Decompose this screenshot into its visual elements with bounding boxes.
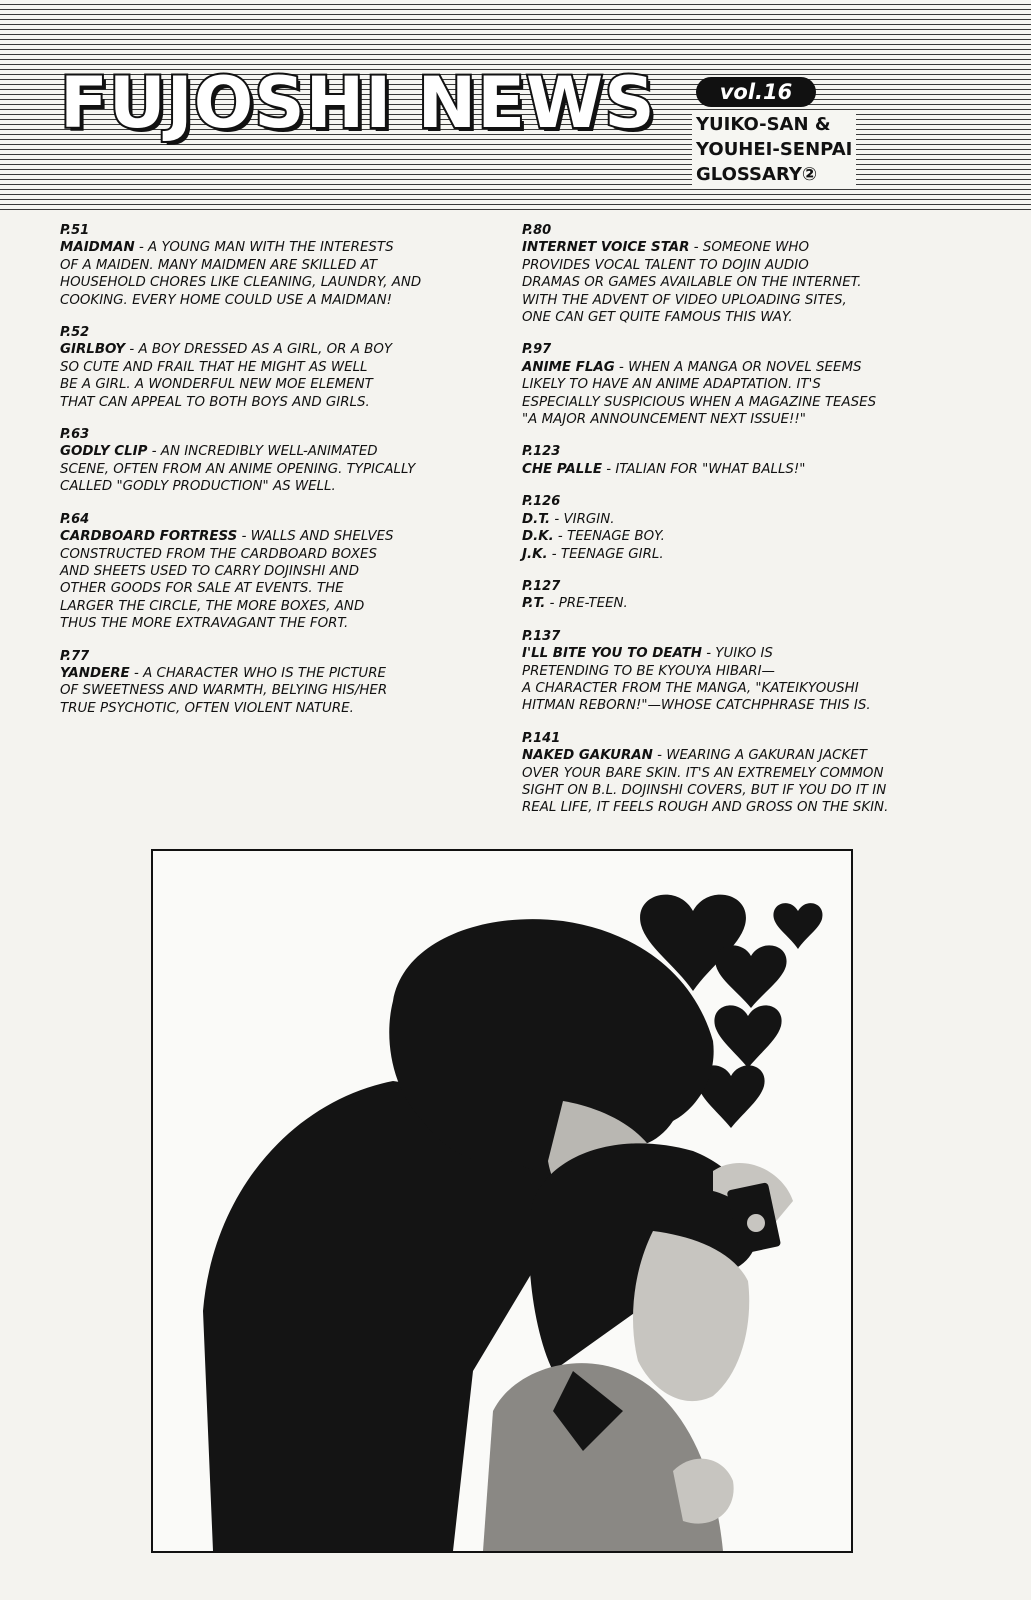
page-reference: P.126 xyxy=(522,494,561,510)
glossary-term: GIRLBOY xyxy=(60,342,126,358)
glossary-term: P.T. xyxy=(522,596,546,612)
definition-line: OF A MAIDEN. MANY MAIDMEN ARE SKILLED AT xyxy=(60,257,378,273)
definition-line: OF SWEETNESS AND WARMTH, BELYING HIS/HER xyxy=(60,683,388,699)
glossary-entry xyxy=(522,493,962,563)
page-reference: P.77 xyxy=(60,648,90,664)
glossary-entry xyxy=(60,222,500,309)
page-title: FUJOSHI NEWS xyxy=(60,62,656,144)
glossary-term: CARDBOARD FORTRESS xyxy=(60,529,238,545)
definition-line: REAL LIFE, IT FEELS ROUGH AND GROSS ON THE SKIN. xyxy=(522,800,889,816)
glossary-term: D.T. xyxy=(522,511,551,527)
definition-line xyxy=(522,511,962,528)
glossary-term: YANDERE xyxy=(60,665,130,681)
illustration-panel xyxy=(151,849,853,1553)
definition-text: - A BOY DRESSED AS A GIRL, OR A BOY xyxy=(125,342,393,358)
page-reference: P.127 xyxy=(522,578,561,594)
definition-text: - AN INCREDIBLY WELL-ANIMATED xyxy=(147,444,378,460)
glossary-term: NAKED GAKURAN xyxy=(522,748,653,764)
definition-line: DRAMAS OR GAMES AVAILABLE ON THE INTERNET. xyxy=(522,275,862,291)
definition-line: BE A GIRL. A WONDERFUL NEW MOE ELEMENT xyxy=(60,377,373,393)
definition-text: - PRE-TEEN. xyxy=(545,596,628,612)
definition-line: LIKELY TO HAVE AN ANIME ADAPTATION. IT'S xyxy=(522,377,821,393)
definition-line xyxy=(60,443,500,460)
page-reference: P.123 xyxy=(522,444,561,460)
definition-line: PROVIDES VOCAL TALENT TO DOJIN AUDIO xyxy=(522,257,809,273)
definition-text: - SOMEONE WHO xyxy=(689,240,810,256)
definition-line xyxy=(522,747,962,764)
definition-line: A CHARACTER FROM THE MANGA, "KATEIKYOUSHI xyxy=(522,680,859,696)
definition-line: SCENE, OFTEN FROM AN ANIME OPENING. TYPICALLY xyxy=(60,461,416,477)
definition-text: - VIRGIN. xyxy=(550,511,615,527)
definition-line xyxy=(60,341,500,358)
definition-line: SO CUTE AND FRAIL THAT HE MIGHT AS WELL xyxy=(60,359,368,375)
heart-icon xyxy=(715,945,786,1008)
glossary-entry xyxy=(522,222,962,326)
definition-line: THAT CAN APPEAL TO BOTH BOYS AND GIRLS. xyxy=(60,394,370,410)
definition-text: - A CHARACTER WHO IS THE PICTURE xyxy=(129,665,386,681)
page-reference: P.80 xyxy=(522,223,552,238)
definition-line xyxy=(60,239,500,256)
heart-icon xyxy=(773,903,822,949)
page-reference: P.63 xyxy=(60,427,90,443)
definition-line: "A MAJOR ANNOUNCEMENT NEXT ISSUE!!" xyxy=(522,412,806,428)
glossary-term: GODLY CLIP xyxy=(60,444,148,460)
volume-badge: vol.16 xyxy=(696,77,816,107)
definition-line xyxy=(60,528,500,545)
definition-line: OVER YOUR BARE SKIN. IT'S AN EXTREMELY COMMON xyxy=(522,765,884,781)
definition-text: - A YOUNG MAN WITH THE INTERESTS xyxy=(134,240,394,256)
glossary-term: J.K. xyxy=(522,546,548,562)
definition-line: ESPECIALLY SUSPICIOUS WHEN A MAGAZINE TEASES xyxy=(522,394,877,410)
definition-text: - WHEN A MANGA OR NOVEL SEEMS xyxy=(614,359,862,375)
definition-text: - TEENAGE GIRL. xyxy=(547,546,664,562)
definition-line: HOUSEHOLD CHORES LIKE CLEANING, LAUNDRY, AND xyxy=(60,275,422,291)
definition-line: WITH THE ADVENT OF VIDEO UPLOADING SITES, xyxy=(522,292,847,308)
definition-line xyxy=(522,239,962,256)
definition-line xyxy=(522,528,962,545)
glossary-term: MAIDMAN xyxy=(60,240,135,256)
glossary-entry xyxy=(60,511,500,633)
glossary-column-right xyxy=(522,222,962,832)
definition-line: THUS THE MORE EXTRAVAGANT THE FORT. xyxy=(60,616,349,632)
definition-line: SIGHT ON B.L. DOJINSHI COVERS, BUT IF YOU DO IT IN xyxy=(522,782,887,798)
definition-line xyxy=(522,546,962,563)
glossary-entry xyxy=(522,628,962,715)
girl-hand xyxy=(673,1459,734,1524)
glossary-entry xyxy=(522,443,962,478)
definition-line: LARGER THE CIRCLE, THE MORE BOXES, AND xyxy=(60,598,365,614)
definition-text: - WEARING A GAKURAN JACKET xyxy=(652,748,867,764)
page-reference: P.141 xyxy=(522,730,561,746)
glossary-column-left xyxy=(60,222,500,732)
definition-line: AND SHEETS USED TO CARRY DOJINSHI AND xyxy=(60,563,360,579)
glossary-entry xyxy=(60,648,500,718)
page-reference: P.97 xyxy=(522,342,552,358)
definition-text: - WALLS AND SHELVES xyxy=(237,529,394,545)
heart-icon xyxy=(714,1005,781,1068)
definition-text: - ITALIAN FOR "WHAT BALLS!" xyxy=(602,461,806,477)
definition-line: CONSTRUCTED FROM THE CARDBOARD BOXES xyxy=(60,546,377,562)
subtitle-line: YOUHEI-SENPAI xyxy=(696,139,853,160)
glossary-entry xyxy=(60,324,500,411)
glossary-term: ANIME FLAG xyxy=(522,359,615,375)
definition-line: PRETENDING TO BE KYOUYA HIBARI— xyxy=(522,663,775,679)
definition-line xyxy=(522,595,962,612)
subtitle-block xyxy=(692,112,856,187)
music-player-wheel xyxy=(747,1214,765,1232)
glossary-entry xyxy=(522,730,962,817)
definition-line: ONE CAN GET QUITE FAMOUS THIS WAY. xyxy=(522,310,793,326)
page-reference: P.51 xyxy=(60,223,90,238)
definition-line xyxy=(60,665,500,682)
glossary-term: INTERNET VOICE STAR xyxy=(522,240,690,256)
glossary-term: D.K. xyxy=(522,529,554,545)
subtitle-line: GLOSSARY② xyxy=(696,164,818,185)
glossary-entry xyxy=(522,341,962,428)
page-reference: P.64 xyxy=(60,511,90,527)
glossary-entry xyxy=(60,426,500,496)
definition-line: CALLED "GODLY PRODUCTION" AS WELL. xyxy=(60,479,336,495)
header-banner xyxy=(0,0,1031,210)
definition-line: OTHER GOODS FOR SALE AT EVENTS. THE xyxy=(60,581,344,597)
definition-line: TRUE PSYCHOTIC, OFTEN VIOLENT NATURE. xyxy=(60,700,354,716)
definition-line xyxy=(522,645,962,662)
glossary-entry xyxy=(522,578,962,613)
page-reference: P.52 xyxy=(60,325,90,341)
subtitle-line: YUIKO-SAN & xyxy=(696,114,831,135)
definition-line xyxy=(522,359,962,376)
manga-illustration xyxy=(153,851,851,1551)
glossary-term: CHE PALLE xyxy=(522,461,603,477)
definition-text: - TEENAGE BOY. xyxy=(553,529,665,545)
glossary-term: I'LL BITE YOU TO DEATH xyxy=(522,646,702,662)
definition-line xyxy=(522,461,962,478)
definition-text: - YUIKO IS xyxy=(701,646,773,662)
definition-line: HITMAN REBORN!"—WHOSE CATCHPHRASE THIS IS. xyxy=(522,698,871,714)
definition-line: COOKING. EVERY HOME COULD USE A MAIDMAN! xyxy=(60,292,392,308)
page-reference: P.137 xyxy=(522,628,561,644)
